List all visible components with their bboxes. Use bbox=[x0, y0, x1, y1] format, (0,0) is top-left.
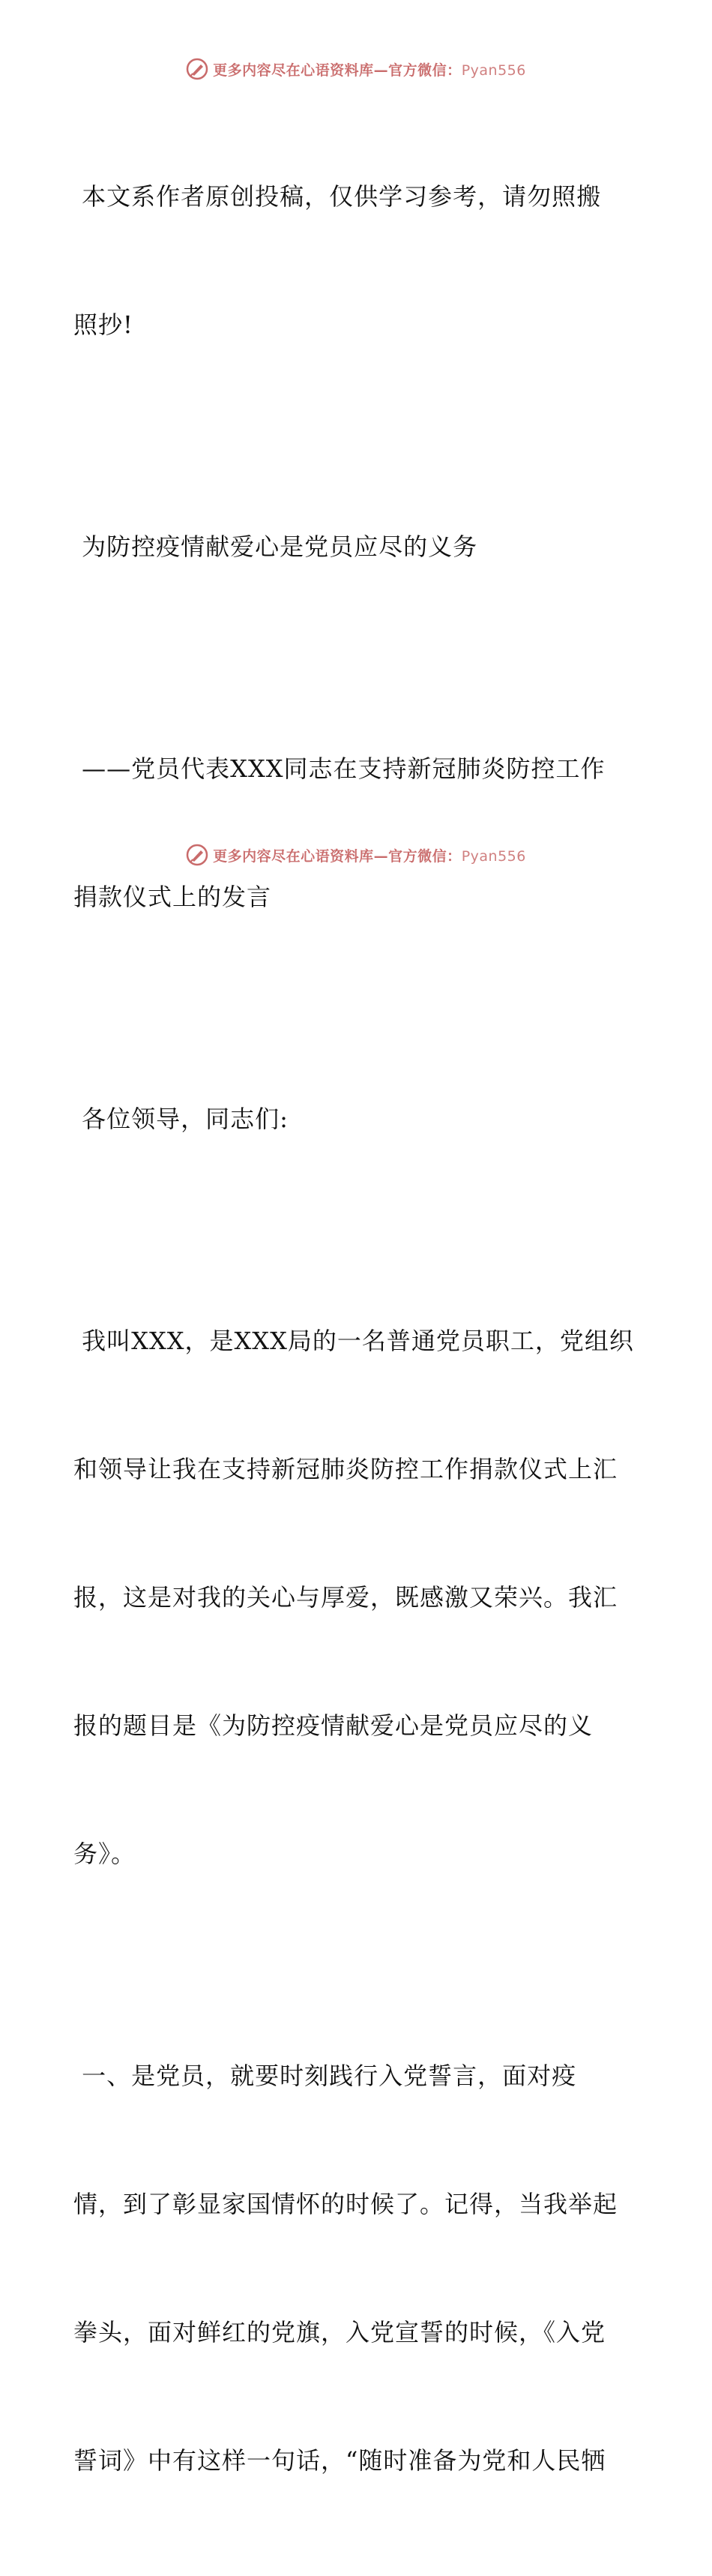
header-watermark bbox=[0, 54, 712, 84]
paragraph-section-one bbox=[73, 1969, 637, 2568]
watermark-wechat-label: 官方微信： bbox=[388, 61, 462, 79]
text-line: 本文系作者原创投稿，仅供学习参考，请勿照搬 bbox=[73, 182, 602, 211]
watermark-brand: 更多内容尽在心语资料库 bbox=[213, 61, 374, 79]
paragraph-salutation bbox=[73, 1012, 637, 1226]
watermark-separator: — bbox=[373, 847, 389, 865]
text-line: 捐款仪式上的发言 bbox=[73, 883, 272, 911]
quill-logo-icon bbox=[186, 58, 208, 80]
quill-logo-icon bbox=[186, 844, 208, 866]
text-line: 誓词》中有这样一句话，“随时准备为党和人民牺 bbox=[73, 2446, 606, 2475]
document-subtitle bbox=[73, 662, 637, 1004]
text-line: ——党员代表XXX同志在支持新冠肺炎防控工作 bbox=[73, 754, 606, 783]
text-line: 各位领导，同志们: bbox=[73, 1105, 289, 1133]
watermark-text bbox=[213, 59, 526, 79]
text-line: 我叫XXX，是XXX局的一名普通党员职工，党组织 bbox=[73, 1327, 634, 1355]
text-line: 报的题目是《为防控疫情献爱心是党员应尽的义 bbox=[73, 1711, 594, 1740]
text-line: 和领导让我在支持新冠肺炎防控工作捐款仪式上汇 bbox=[73, 1455, 618, 1483]
text-line: 为防控疫情献爱心是党员应尽的义务 bbox=[73, 532, 478, 561]
watermark-wechat-id: Pyan556 bbox=[461, 847, 526, 865]
document-body bbox=[73, 90, 637, 2576]
footer-watermark bbox=[0, 840, 712, 870]
text-line: 照抄! bbox=[73, 310, 133, 339]
watermark-wechat-id: Pyan556 bbox=[461, 61, 526, 79]
text-line: 拳头，面对鲜红的党旗，入党宣誓的时候，《入党 bbox=[73, 2318, 606, 2347]
document-title bbox=[73, 440, 637, 654]
watermark-separator: — bbox=[373, 61, 389, 79]
text-line: 一、是党员，就要时刻践行入党誓言，面对疫 bbox=[73, 2062, 577, 2090]
paragraph-disclaimer bbox=[73, 90, 637, 432]
watermark-text bbox=[213, 845, 526, 865]
watermark-brand: 更多内容尽在心语资料库 bbox=[213, 847, 374, 865]
text-line: 务》。 bbox=[73, 1840, 136, 1868]
watermark-wechat-label: 官方微信： bbox=[388, 847, 462, 865]
text-line: 情，到了彰显家国情怀的时候了。记得，当我举起 bbox=[73, 2190, 618, 2218]
text-line: 报，这是对我的关心与厚爱，既感激又荣兴。我汇 bbox=[73, 1583, 618, 1612]
paragraph-introduction bbox=[73, 1234, 637, 1961]
